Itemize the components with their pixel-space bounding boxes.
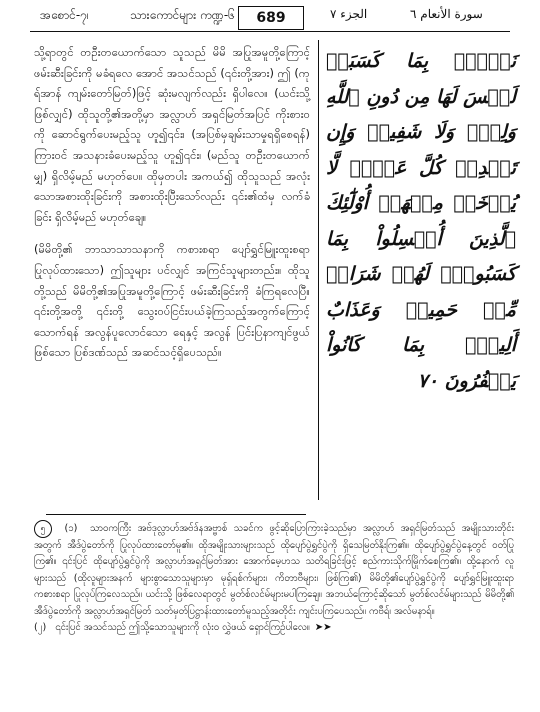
- page-number-box: 689: [238, 6, 304, 30]
- juz-label: الجزء ٧: [330, 7, 368, 21]
- volume-label: အစောင်-၇၊: [40, 8, 89, 22]
- footnote-1-source: ကဗီရ်၊ အလ်မနာရ်။: [369, 605, 435, 617]
- footnote-2-text: ၎င်းပြင် အသင်သည် ဤသို့သောသူများကို လုံးဝ လွှဲဖယ် ရှောင်ကြဉ်ပါလေ။: [55, 622, 310, 634]
- footnotes-section: [34, 520, 514, 636]
- footnote-2-label: (၂): [34, 622, 47, 634]
- arabic-verse-column: نَفۡسٌۢ بِمَا كَسَبَتۡ لَيۡسَ لَهَا مِن دُونِ ٱللَّهِ وَلِيّٞ وَلَا شَفِيعٞ وَإِن تَعۡدِلۡ كُلَّ عَدۡلٖ لَّا يُؤۡخَذۡ مِنۡهَآۗ أُوْلَٰٓئِكَ ٱلَّذِينَ أُبۡسِلُواْ بِمَا كَسَبُواْۖ لَهُمۡ شَرَابٞ مِّنۡ حَمِيمٖ وَعَذَابٌ أَلِيمُۢ بِمَا كَانُواْ يَكۡفُرُونَ ٧٠: [326, 50, 516, 392]
- translation-column: [34, 42, 310, 363]
- header-rule: [30, 31, 510, 32]
- footnote-1: [34, 520, 514, 620]
- page-header: [0, 0, 540, 36]
- footnote-1-label: (၁): [64, 523, 78, 534]
- translation-paragraph-2: (မိမိတို့၏ ဘာသာသာသနာကို ကစားစရာ ပျော်ရွှင်မြူးထူးစရာ ပြုလုပ်ထားသော) ဤသူများ ပင်လျှင် အကြင်သူများတည်း။ ထိုသူတို့သည် မိမိတို့၏အပြုအမူတို့ကြောင့် ဖမ်းဆီးခြင်းကို ခံကြရလေပြီ။ ၎င်းတို့အတို့ ၎င်းတို့ သွေးဝပ်ငြင်းပယ်ခဲ့ကြသည့်အတွက်ကြောင့် သောက်ရန် အလွန်ပူလောင်သော ရေနှင့် အလွန် ပြင်းပြနာကျင်ဖွယ်ဖြစ်သော ပြစ်ဒဏ်သည် အဆင်သင့်ရှိပေသည်။: [34, 242, 310, 360]
- surah-label: سورة الأنعام ٦: [410, 7, 483, 21]
- continue-arrows-icon: ➤➤: [314, 622, 332, 634]
- translation-paragraph-1: သို့ရာတွင် တဦးတယောက်သော သူသည် မိမိ အပြုအမူတို့ကြောင့် ဖမ်းဆီးခြင်းကို မခံရလေ အောင် အသင်သည် (၎င်းတို့အား) ဤ (ကုရ်အာန် ကျမ်းတော်မြတ်)ဖြင့် ဆုံးမလျက်လည်း ရှိပါလေ။ (ယင်းသို့ဖြစ်လျှင်) ထိုသူတို့၏အတို့မှာ အလ္လာဟ် အရှင်မြတ်အပြင် ကိုးစားဝကို ဆောင်ရွက်ပေးမည့်သူ ဟူ၍၎င်း၊ (အပြစ်မှချမ်းသာမှုရရှိစေရန်) ကြားဝင် အသနားခံပေးမည့်သူ ဟူ၍၎င်း၊ (မည်သူ တဦးတယောက်မျှ) ရှိလိမ့်မည် မဟုတ်ပေ။ ထိုမှတပါး အကယ်၍ ထိုသူသည် အလုံးသောအစားထိုးခြင်းကို အစားထိုးပြီးသော်လည်း ၎င်း၏ထံမှ လက်ခံခြင်း ရှိလိမ့်မည် မဟုတ်ချေ။: [34, 45, 310, 224]
- footnote-2: [34, 620, 514, 636]
- column-divider: [318, 40, 319, 500]
- footnote-1-text: သာဝကကြီး အဗ်ဒုလ္လာဟ်အဗ်ဒ်နအဗ္ဗာစ် သခင်က ဖွင့်ဆိုပြောကြားခဲ့သည်မှာ အလ္လာဟ် အရှင်မြတ်သည် အမျိုးသားတိုင်းအတွက် အီဒ်ပွဲတော်ကို ပြုလုပ်ထားတော်မူ၏။ ထိုအမျိုးသားများသည် ထိုပျော်ပွဲရွှင်ပွဲကို ရှိသေမြတ်နိုးကြ၏။ ထိုပျော်ပွဲရွှင်ပွဲနေ့တွင် ဝတ်ပြုကြ၏။ ၎င်းပြင် ထိုပျော်ပွဲရွှင်ပွဲကို အလ္လာဟ်အရှင်မြတ်အား အောက်မေ့ဟသ သတိရခြင်းဖြင့် စည်ကားသိုက်မြိုက်စေကြ၏။ ထို့နောက် လူများသည် (ထိုလူများအနက် များစွာသောသူများမှာ မုရှ်ရစ်က်များ၊ ကိတာဗီများ၊ ဖြစ်ကြ၏) မိမိတို့၏ပျော်ပွဲရွှင်ပွဲကို ပျော်ရွှင်မြူးထူးရာ ကစားစရာ ပြုလုပ်ကြလေသည်။ ယင်းသို့ ဖြစ်လေရာတွင် မွတ်စ်လင်မ်များမပါကြချေ။ အဘယ်ကြောင့်ဆိုသော် မွတ်စ်လင်မ်များသည် မိမိတို့၏ အီဒ်ပွဲတော်ကို အလ္လာဟ်အရှင်မြတ် သတ်မှတ်ပြဋ္ဌာန်းထားတော်မူသည့်အတိုင်း ကျင်းပကြပေသည်။: [34, 523, 514, 617]
- footnote-rule: [46, 514, 306, 515]
- section-label: သားကောင်များ ကဏ္ဍ-၆: [130, 8, 235, 22]
- footnote-number-circle: ၅: [34, 520, 52, 538]
